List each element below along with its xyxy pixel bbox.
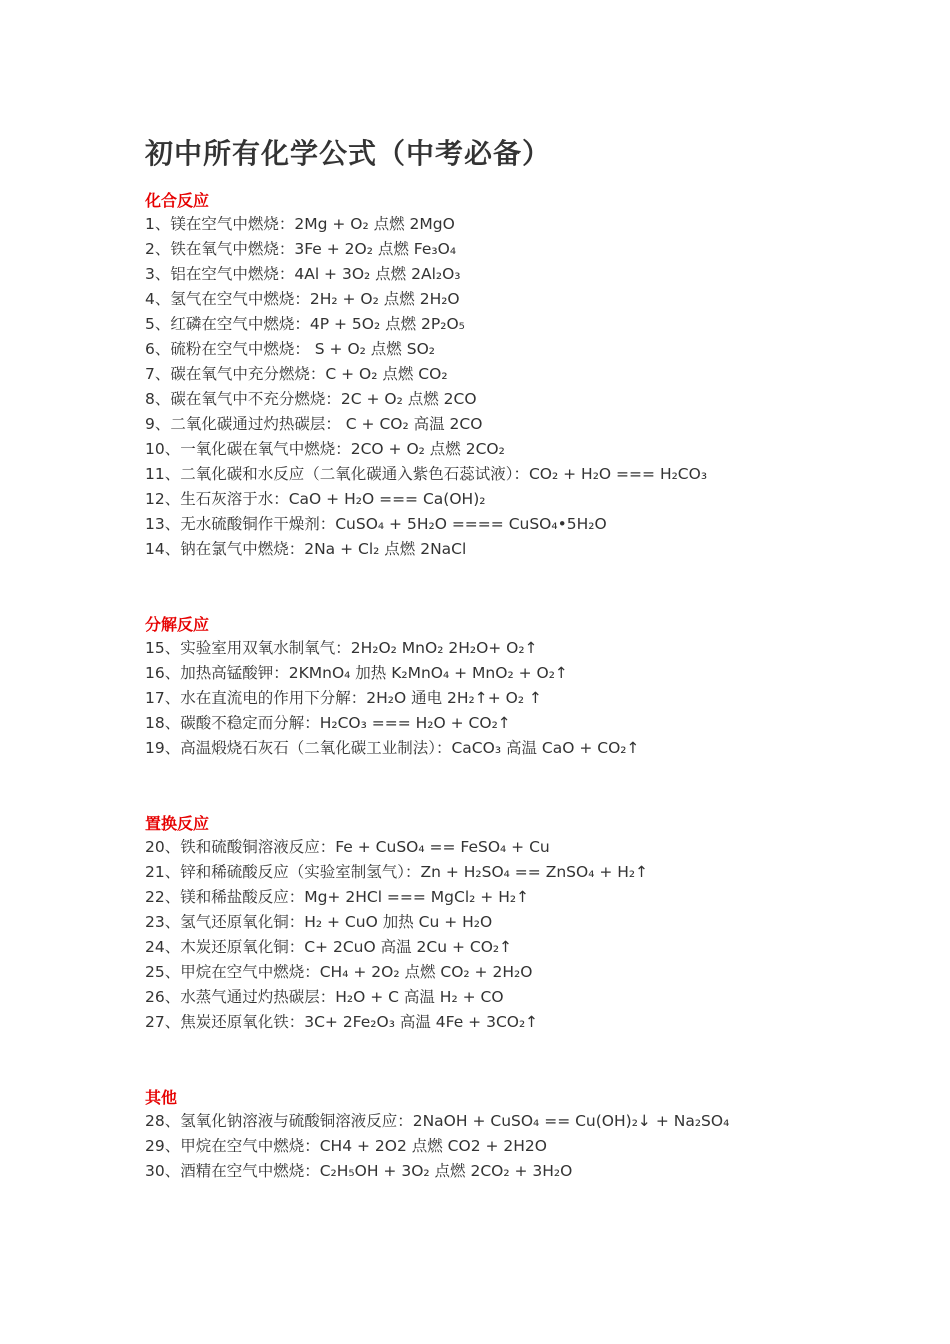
equation-line: 29、甲烷在空气中燃烧：CH4 + 2O2 点燃 CO2 + 2H2O [145,1137,547,1155]
equation-line: 26、水蒸气通过灼热碳层：H₂O + C 高温 H₂ + CO [145,988,504,1006]
equation-line: 10、一氧化碳在氧气中燃烧：2CO + O₂ 点燃 2CO₂ [145,440,505,458]
equation-line: 20、铁和硫酸铜溶液反应：Fe + CuSO₄ == FeSO₄ + Cu [145,838,550,856]
equation-line: 19、高温煅烧石灰石（二氧化碳工业制法）：CaCO₃ 高温 CaO + CO₂↑ [145,739,640,757]
equation-line: 4、氢气在空气中燃烧：2H₂ + O₂ 点燃 2H₂O [145,290,460,308]
equation-line: 27、焦炭还原氧化铁：3C+ 2Fe₂O₃ 高温 4Fe + 3CO₂↑ [145,1013,539,1031]
equation-line: 16、加热高锰酸钾：2KMnO₄ 加热 K₂MnO₄ + MnO₂ + O₂↑ [145,664,568,682]
equation-line: 30、酒精在空气中燃烧：C₂H₅OH + 3O₂ 点燃 2CO₂ + 3H₂O [145,1162,573,1180]
section-heading-other: 其他 [145,1088,178,1107]
equation-line: 11、二氧化碳和水反应（二氧化碳通入紫色石蕊试液）：CO₂ + H₂O === H₂CO₃ [145,465,708,483]
equation-line: 28、氢氧化钠溶液与硫酸铜溶液反应：2NaOH + CuSO₄ == Cu(OH)₂↓ + Na₂SO₄ [145,1112,730,1130]
equation-line: 3、铝在空气中燃烧：4Al + 3O₂ 点燃 2Al₂O₃ [145,265,461,283]
equation-line: 5、红磷在空气中燃烧：4P + 5O₂ 点燃 2P₂O₅ [145,315,465,333]
equation-line: 15、实验室用双氧水制氧气：2H₂O₂ MnO₂ 2H₂O+ O₂↑ [145,639,538,657]
equation-line: 7、碳在氧气中充分燃烧：C + O₂ 点燃 CO₂ [145,365,448,383]
equation-line: 9、二氧化碳通过灼热碳层： C + CO₂ 高温 2CO [145,415,483,433]
equation-line: 21、锌和稀硫酸反应（实验室制氢气）：Zn + H₂SO₄ == ZnSO₄ + H₂↑ [145,863,649,881]
equation-line: 17、水在直流电的作用下分解：2H₂O 通电 2H₂↑+ O₂ ↑ [145,689,542,707]
equation-line: 14、钠在氯气中燃烧：2Na + Cl₂ 点燃 2NaCl [145,540,467,558]
equation-line: 24、木炭还原氧化铜：C+ 2CuO 高温 2Cu + CO₂↑ [145,938,513,956]
equation-line: 25、甲烷在空气中燃烧：CH₄ + 2O₂ 点燃 CO₂ + 2H₂O [145,963,533,981]
equation-line: 1、镁在空气中燃烧：2Mg + O₂ 点燃 2MgO [145,215,455,233]
equation-line: 6、硫粉在空气中燃烧： S + O₂ 点燃 SO₂ [145,340,435,358]
section-heading-combination: 化合反应 [145,191,210,210]
equation-line: 22、镁和稀盐酸反应：Mg+ 2HCl === MgCl₂ + H₂↑ [145,888,530,906]
section-heading-decomposition: 分解反应 [145,615,210,634]
equation-line: 18、碳酸不稳定而分解：H₂CO₃ === H₂O + CO₂↑ [145,714,511,732]
equation-line: 2、铁在氧气中燃烧：3Fe + 2O₂ 点燃 Fe₃O₄ [145,240,457,258]
section-heading-displacement: 置换反应 [145,814,210,833]
page-title: 初中所有化学公式（中考必备） [145,137,552,170]
equation-line: 13、无水硫酸铜作干燥剂：CuSO₄ + 5H₂O ==== CuSO₄•5H₂O [145,515,607,533]
equation-line: 23、氢气还原氧化铜：H₂ + CuO 加热 Cu + H₂O [145,913,493,931]
equation-line: 12、生石灰溶于水：CaO + H₂O === Ca(OH)₂ [145,490,486,508]
equation-line: 8、碳在氧气中不充分燃烧：2C + O₂ 点燃 2CO [145,390,477,408]
